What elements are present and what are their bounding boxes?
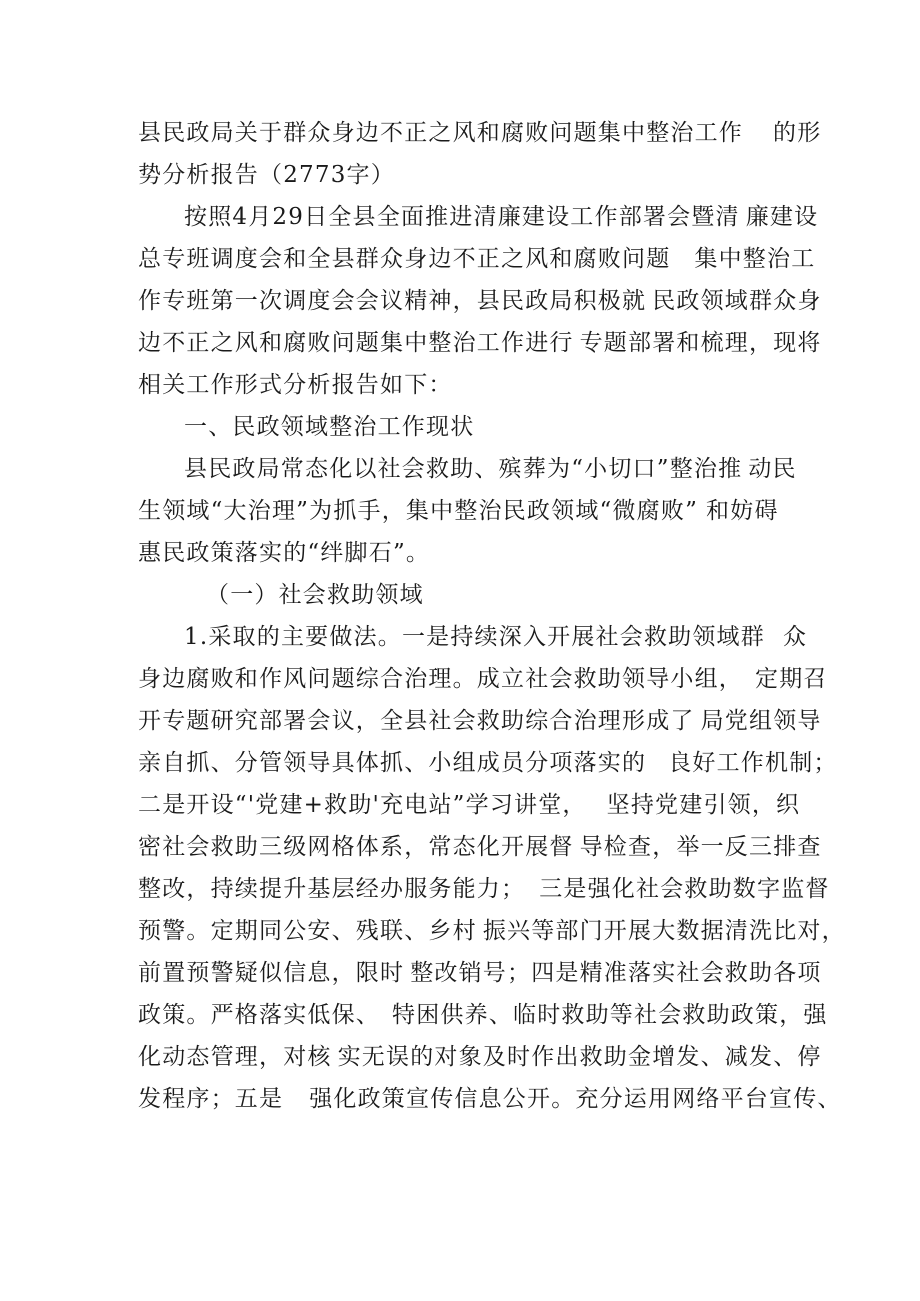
text-segment: 整改销号；四是精准落实社会救助各项 xyxy=(410,960,822,986)
text-segment: （一）社会救助领域 xyxy=(206,582,424,608)
paragraph-line xyxy=(138,322,822,364)
text-segment: 振兴等部门开展大数据清洗比对， xyxy=(482,918,846,944)
text-segment: 惠民政策落实的“绊脚石”。 xyxy=(138,540,431,566)
text-segment: 密社会救助三级网格体系，常态化开展督 xyxy=(138,834,574,860)
text-segment: 整改，持续提升基层经办服务能力； xyxy=(138,876,526,902)
text-segment: 二是开设“'党建+救助'充电站”学习讲堂， xyxy=(138,792,587,818)
subsection-heading xyxy=(138,574,798,616)
paragraph-line xyxy=(138,784,801,826)
text-segment: 化动态管理，对核 xyxy=(138,1044,332,1070)
paragraph-line xyxy=(138,910,846,952)
text-segment: 生领域“大治理”为抓手，集中整治民政领域“微腐败” xyxy=(138,498,699,524)
paragraph-line xyxy=(138,532,798,574)
text-segment: 三是强化社会救助数字监督 xyxy=(539,876,830,902)
text-segment: 总专班调度会和全县群众身边不正之风和腐败问题 xyxy=(138,246,671,272)
text-segment: 亲自抓、分管领导具体抓、小组成员分项落实的 xyxy=(138,750,647,776)
document-body xyxy=(138,112,846,1120)
text-segment: 动民 xyxy=(748,456,797,482)
paragraph-line xyxy=(138,1036,822,1078)
text-segment: 1.采取的主要做法。一是持续深入开展社会救助领域群 xyxy=(184,624,765,650)
document-title-line xyxy=(138,112,822,154)
text-segment: 专题部署和梳理，现将 xyxy=(579,330,822,356)
text-segment: 集中整治工 xyxy=(694,246,816,272)
paragraph-line xyxy=(138,448,798,490)
text-segment: 发程序；五是 xyxy=(138,1086,284,1112)
text-segment: 开专题研究部署会议，全县社会救助综合治理形成了 xyxy=(138,708,695,734)
paragraph-line xyxy=(138,364,798,406)
paragraph-line xyxy=(138,616,808,658)
text-segment: 按照4月29日全县全面推进清廉建设工作部署会暨清 xyxy=(184,204,740,230)
text-segment: 和妨碍 xyxy=(706,498,779,524)
text-segment: 作专班第一次调度会会议精神，县民政局积极就 xyxy=(138,288,647,314)
text-segment: 预警。定期同公安、残联、乡村 xyxy=(138,918,477,944)
paragraph-line xyxy=(138,238,816,280)
paragraph-line xyxy=(138,196,819,238)
text-segment: 相关工作形式分析报告如下： xyxy=(138,372,453,398)
paragraph-line xyxy=(138,658,828,700)
paragraph-line xyxy=(138,700,822,742)
text-segment: 一、民政领域整治工作现状 xyxy=(184,414,475,440)
paragraph-line xyxy=(138,868,830,910)
text-segment: 众 xyxy=(782,624,808,650)
text-segment: 前置预警疑似信息，限时 xyxy=(138,960,405,986)
text-segment: 的形 xyxy=(773,120,822,146)
text-segment: 局党组领导 xyxy=(700,708,822,734)
paragraph-line xyxy=(138,742,838,784)
text-segment: 良好工作机制； xyxy=(668,750,838,776)
paragraph-line xyxy=(138,490,798,532)
text-segment: 边不正之风和腐败问题集中整治工作进行 xyxy=(138,330,574,356)
text-segment: 身边腐败和作风问题综合治理。成立社会救助领导小组， xyxy=(138,666,743,692)
text-segment: 特困供养、临时救助等社会救助政策，强 xyxy=(392,1002,828,1028)
text-segment: 强化政策宣传信息公开。充分运用网络平台宣传、 xyxy=(309,1086,842,1112)
text-segment: 县民政局关于群众身边不正之风和腐败问题集中整治工作 xyxy=(138,120,743,146)
document-title-line xyxy=(138,154,798,196)
paragraph-line xyxy=(138,952,822,994)
text-segment: 廉建设 xyxy=(745,204,819,230)
paragraph-line xyxy=(138,994,828,1036)
text-segment: 民政领域群众身 xyxy=(652,288,822,314)
text-segment: 势分析报告（2773字） xyxy=(138,162,395,188)
paragraph-line xyxy=(138,826,822,868)
text-segment: 坚持党建引领，织 xyxy=(606,792,801,818)
paragraph-line xyxy=(138,1078,842,1120)
section-heading xyxy=(138,406,798,448)
text-segment: 定期召 xyxy=(755,666,828,692)
text-segment: 县民政局常态化以社会救助、殡葬为“小切口”整治推 xyxy=(184,456,743,482)
text-segment: 导检查，举一反三排查 xyxy=(579,834,822,860)
paragraph-line xyxy=(138,280,822,322)
text-segment: 实无误的对象及时作出救助金增发、减发、停 xyxy=(337,1044,822,1070)
text-segment: 政策。严格落实低保、 xyxy=(138,1002,380,1028)
